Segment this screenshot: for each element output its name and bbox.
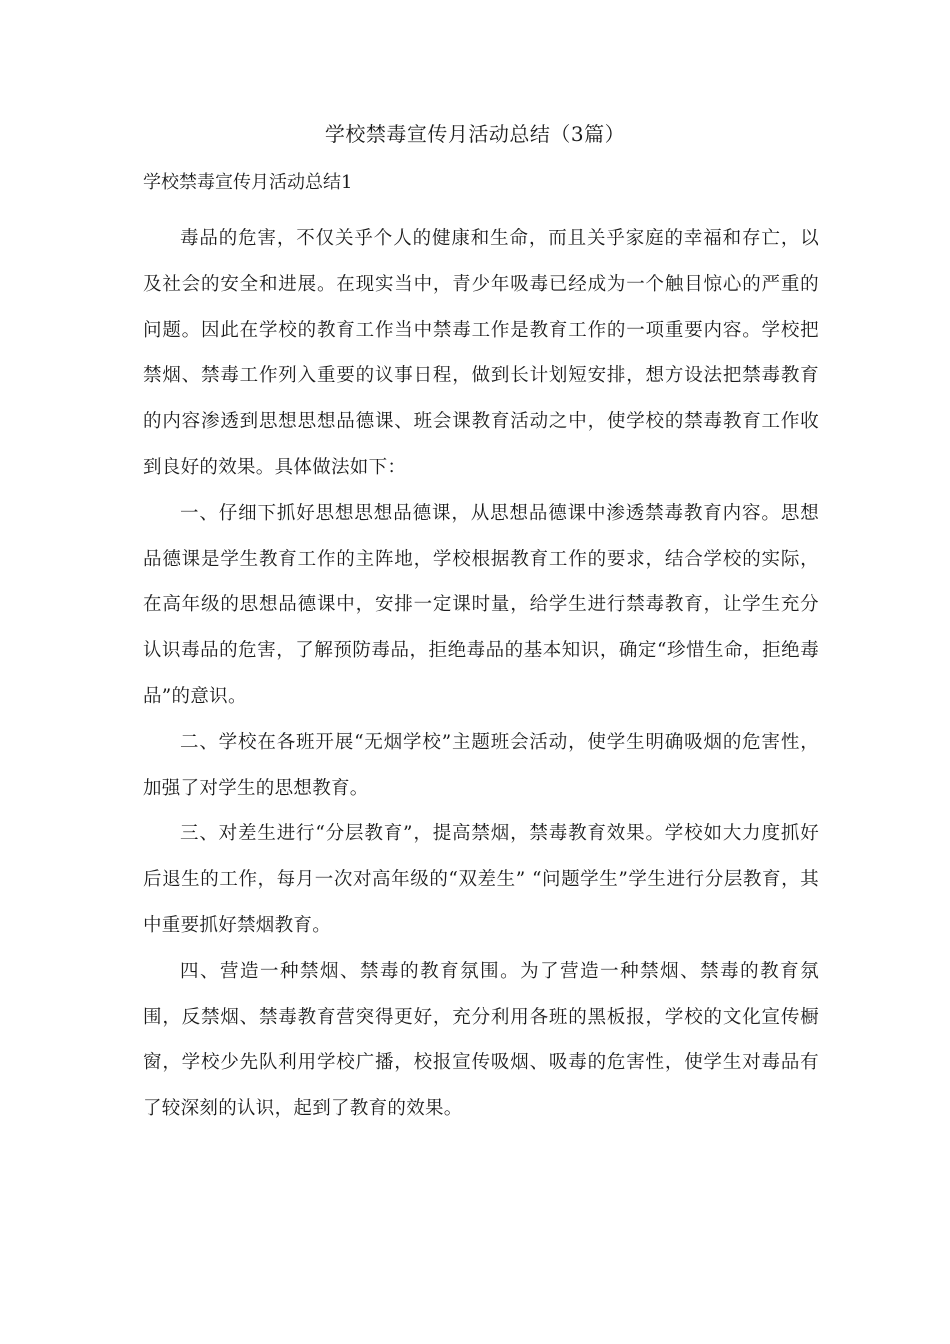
section-heading: 学校禁毒宣传月活动总结1 [143,172,353,193]
paragraph-intro: 毒品的危害，不仅关乎个人的健康和生命，而且关乎家庭的幸福和存亡，以及社会的安全和进展。在现实当中，青少年吸毒已经成为一个触目惊心的严重的问题。因此在学校的教育工作当中禁毒工作是教育工作的一项重要内容。学校把禁烟、禁毒工作列入重要的议事日程，做到长计划短安排，想方设法把禁毒教育的内容渗透到思想思想品德课、班会课教育活动之中，使学校的禁毒教育工作收到良好的效果。具体做法如下： [143,228,819,478]
document-title: 学校禁毒宣传月活动总结（3篇） [324,122,626,146]
paragraph-item-1: 一、仔细下抓好思想思想品德课，从思想品德课中渗透禁毒教育内容。思想品德课是学生教育工作的主阵地，学校根据教育工作的要求，结合学校的实际，在高年级的思想品德课中，安排一定课时量，给学生进行禁毒教育，让学生充分认识毒品的危害，了解预防毒品，拒绝毒品的基本知识，确定“珍惜生命，拒绝毒品”的意识。 [143,502,819,707]
paragraph-item-2: 二、学校在各班开展“无烟学校”主题班会活动，使学生明确吸烟的危害性，加强了对学生的思想教育。 [143,731,819,799]
paragraph-item-4: 四、营造一种禁烟、禁毒的教育氛围。为了营造一种禁烟、禁毒的教育氛围，反禁烟、禁毒教育营突得更好，充分利用各班的黑板报，学校的文化宣传橱窗，学校少先队利用学校广播，校报宣传吸烟、吸毒的危害性，使学生对毒品有了较深刻的认识，起到了教育的效果。 [143,960,819,1120]
paragraph-item-3: 三、对差生进行“分层教育”，提高禁烟，禁毒教育效果。学校如大力度抓好后退生的工作，每月一次对高年级的“双差生” “问题学生”学生进行分层教育，其中重要抓好禁烟教育。 [143,823,819,936]
document-body [143,216,819,1132]
